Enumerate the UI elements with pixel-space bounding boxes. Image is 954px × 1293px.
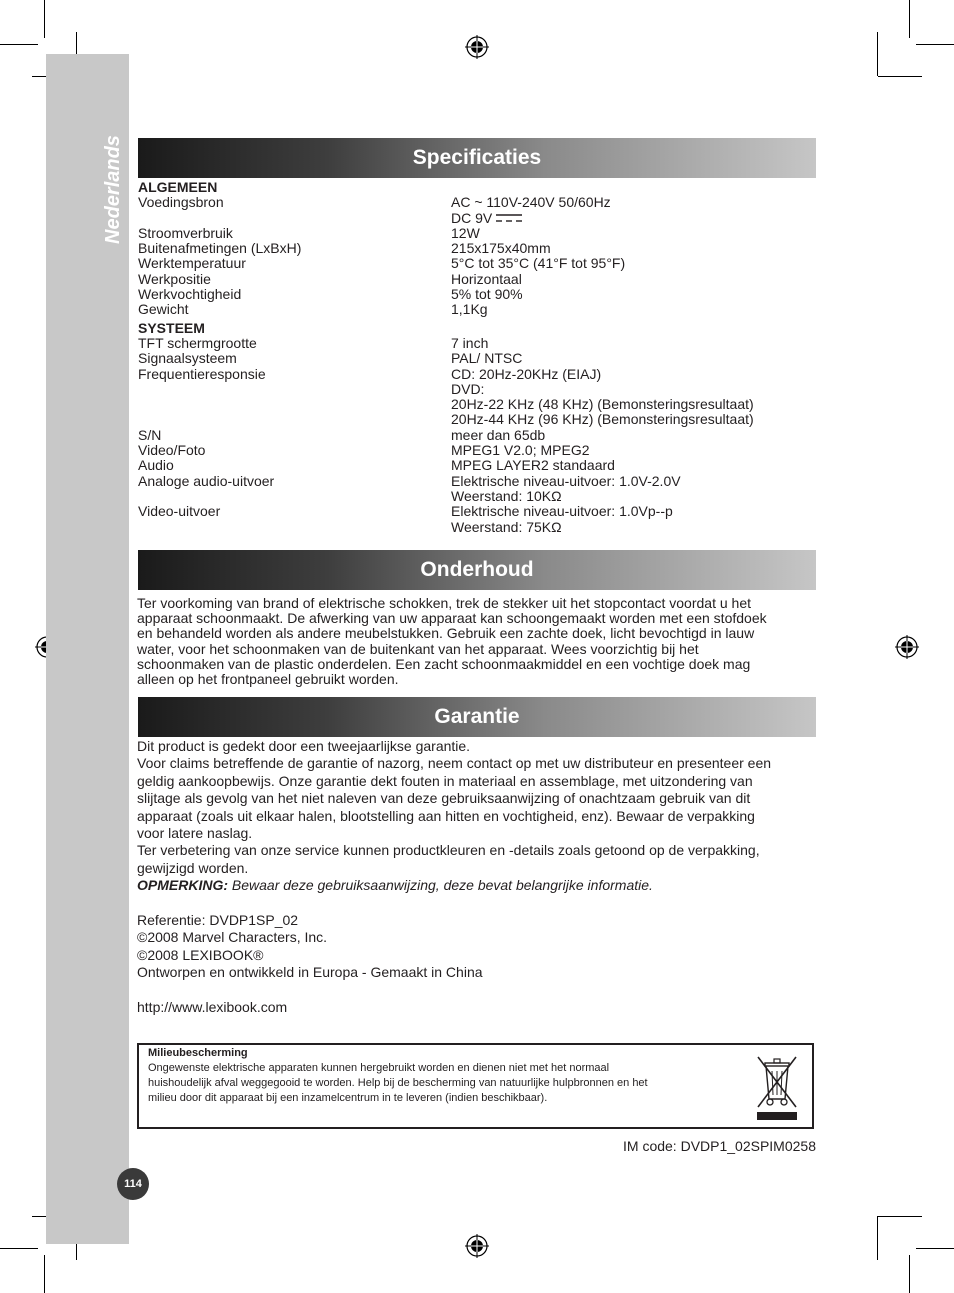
specificaties-banner <box>138 138 816 178</box>
copyright-line: ©2008 Marvel Characters, Inc. <box>137 929 328 946</box>
warranty-line: gewijzigd worden. <box>137 859 249 876</box>
spec-value: MPEG LAYER2 standaard <box>451 457 615 474</box>
spec-row <box>138 443 818 458</box>
spec-row <box>138 287 818 302</box>
crop-mark <box>916 44 954 45</box>
maintenance-text <box>137 596 817 687</box>
onderhoud-heading: Onderhoud <box>420 558 534 581</box>
maintenance-line: schoonmaken van de plastic onderdelen. Een zacht schoonmaakmiddel en een vochtige doek mag <box>137 655 751 672</box>
reference-line: Referentie: DVDP1SP_02 <box>137 912 299 929</box>
warranty-line: geldig aankoopbewijs. Onze garantie dekt fouten in materiaal en assemblage, met uitzondering van <box>137 772 753 789</box>
language-label: Nederlands <box>102 135 124 244</box>
origin-line: Ontworpen en ontwikkeld in Europa - Gemaakt in China <box>137 964 483 981</box>
environment-line: huishoudelijk afval weggegooid te worden. Help bij de bescherming van natuurlijke hulpbronnen en het <box>148 1077 648 1089</box>
spec-value <box>451 504 818 535</box>
registration-mark-icon <box>465 35 489 59</box>
maintenance-line: water, voor het schoonmaken van de buitenkant van het apparaat. Wees voorzichtig bij het <box>137 640 699 657</box>
spec-row <box>138 302 818 317</box>
spec-value-line: Elektrische niveau-uitvoer: 1.0V-2.0V <box>451 472 681 489</box>
maintenance-line: apparaat schoonmaakt. De afwerking van uw apparaat kan schoongemaakt worden met een stofdoek <box>137 610 767 627</box>
copyright-line: ©2008 LEXIBOOK® <box>137 946 264 963</box>
maintenance-line: en behandeld worden als andere meubelstukken. Gebruik een zachte doek, licht bevochtigd in lauw <box>137 625 755 642</box>
warranty-text <box>137 738 817 1017</box>
im-code: IM code: DVDP1_02SPIM0258 <box>623 1138 816 1154</box>
garantie-banner <box>138 697 816 737</box>
spec-value: meer dan 65db <box>451 426 546 443</box>
spec-value-line: Weerstand: 75KΩ <box>451 518 562 535</box>
page-number-badge: 114 <box>117 1168 149 1200</box>
crossed-out-wheelie-bin-icon <box>755 1055 799 1121</box>
spec-label: Werkpositie <box>138 270 211 287</box>
spec-row <box>138 474 818 505</box>
spec-label: S/N <box>138 426 162 443</box>
note-text: Bewaar deze gebruiksaanwijzing, deze bevat belangrijke informatie. <box>228 877 653 894</box>
specifications-table <box>138 180 818 535</box>
crop-mark <box>909 0 910 38</box>
spec-value: PAL/ NTSC <box>451 350 523 367</box>
onderhoud-banner <box>138 550 816 590</box>
spec-row <box>138 367 818 428</box>
crop-mark <box>0 44 38 45</box>
spec-value-text: DC 9V <box>451 209 493 226</box>
crop-mark <box>44 1255 45 1293</box>
warranty-line: slijtage als gevolg van het niet naleven van deze gebruiksaanwijzing of onachtzaam gebruik van dit <box>137 790 751 807</box>
spec-group-heading <box>138 180 818 195</box>
spec-value <box>451 367 818 428</box>
warranty-note <box>137 877 817 894</box>
dc-symbol-icon <box>494 212 524 224</box>
maintenance-line: Ter voorkoming van brand of elektrische schokken, trek de stekker uit het stopcontact voordat u het <box>137 595 751 611</box>
spec-heading-general: ALGEMEEN <box>138 179 218 195</box>
registration-mark-icon <box>895 635 919 659</box>
spec-value: 5% tot 90% <box>451 286 523 303</box>
crop-mark <box>877 32 878 76</box>
spec-value: 12W <box>451 224 480 241</box>
crop-mark <box>878 1216 922 1217</box>
maintenance-line: alleen op het frontpaneel gebruikt worden. <box>137 671 399 688</box>
language-label-container <box>84 135 144 250</box>
spec-label: Voedingsbron <box>138 194 224 211</box>
spec-label: Werkvochtigheid <box>138 286 242 303</box>
spec-value: MPEG1 V2.0; MPEG2 <box>451 442 590 459</box>
warranty-line: apparaat (zoals uit elkaar halen, blootstelling aan hitten en vochtigheid, enz). Bewaar de verpakking <box>137 807 755 824</box>
environment-notice <box>137 1043 814 1129</box>
environment-line: milieu door dit apparaat bij een inzamelcentrum in te leveren (indien beschikbaar). <box>148 1092 548 1104</box>
spec-value-line: AC ~ 110V-240V 50/60Hz <box>451 194 611 211</box>
spec-value-line: Elektrische niveau-uitvoer: 1.0Vp--p <box>451 503 673 520</box>
website-link[interactable]: http://www.lexibook.com <box>137 999 288 1016</box>
warranty-line: Dit product is gedekt door een tweejaarlijkse garantie. <box>137 738 471 754</box>
spec-label: TFT schermgrootte <box>138 334 257 351</box>
blank-line <box>137 895 817 912</box>
spec-heading-system: SYSTEEM <box>138 319 205 336</box>
spec-row <box>138 351 818 366</box>
spec-label: Signaalsysteem <box>138 350 237 367</box>
crop-mark <box>878 76 922 77</box>
crop-mark <box>877 1216 878 1260</box>
spec-row <box>138 336 818 351</box>
registration-mark-icon <box>465 1234 489 1258</box>
spec-value: 215x175x40mm <box>451 240 551 257</box>
blank-line <box>137 982 817 999</box>
spec-row <box>138 504 818 535</box>
spec-value-line: DVD: <box>451 380 485 397</box>
spec-value: 5°C tot 35°C (41°F tot 95°F) <box>451 255 626 272</box>
crop-mark <box>0 1248 38 1249</box>
crop-mark <box>44 0 45 38</box>
garantie-heading: Garantie <box>434 705 520 728</box>
warranty-line: voor latere naslag. <box>137 825 253 842</box>
spec-group-heading <box>138 321 818 336</box>
spec-label: Analoge audio-uitvoer <box>138 472 275 489</box>
note-label: OPMERKING: <box>137 877 228 894</box>
environment-line: Ongewenste elektrische apparaten kunnen hergebruikt worden en dienen niet met het normaal <box>148 1062 610 1074</box>
warranty-line: Ter verbetering van onze service kunnen productkleuren en -details zoals getoond op de verpakking, <box>137 842 760 859</box>
spec-value-line <box>451 211 818 226</box>
spec-row <box>138 256 818 271</box>
specificaties-heading: Specificaties <box>412 146 542 169</box>
spec-row <box>138 226 818 241</box>
spec-label: Werktemperatuur <box>138 255 246 272</box>
spec-label: Video-uitvoer <box>138 503 221 520</box>
spec-label: Stroomverbruik <box>138 224 233 241</box>
spec-label: Video/Foto <box>138 442 206 459</box>
environment-title: Milieubescherming <box>148 1047 248 1059</box>
spec-label: Audio <box>138 457 174 474</box>
spec-label: Frequentieresponsie <box>138 365 266 382</box>
spec-row <box>138 272 818 287</box>
spec-row <box>138 428 818 443</box>
spec-row <box>138 195 818 226</box>
spec-value-line: CD: 20Hz-20KHz (EIAJ) <box>451 365 602 382</box>
environment-text <box>148 1061 738 1106</box>
spec-label: Gewicht <box>138 301 189 318</box>
spec-value-line: 20Hz-22 KHz (48 KHz) (Bemonsteringsresultaat) <box>451 396 754 413</box>
spec-value: Horizontaal <box>451 270 522 287</box>
spec-label: Buitenafmetingen (LxBxH) <box>138 240 302 257</box>
spec-value-line: Weerstand: 10KΩ <box>451 487 562 504</box>
spec-value: 7 inch <box>451 334 489 351</box>
spec-row <box>138 241 818 256</box>
crop-mark <box>916 1248 954 1249</box>
spec-value: 1,1Kg <box>451 301 488 318</box>
warranty-line: Voor claims betreffende de garantie of nazorg, neem contact op met uw distributeur en presenteer een <box>137 755 772 772</box>
spec-row <box>138 458 818 473</box>
crop-mark <box>909 1255 910 1293</box>
spec-value <box>451 195 818 226</box>
spec-value <box>451 474 818 505</box>
spec-value-line: 20Hz-44 KHz (96 KHz) (Bemonsteringsresultaat) <box>451 411 754 428</box>
